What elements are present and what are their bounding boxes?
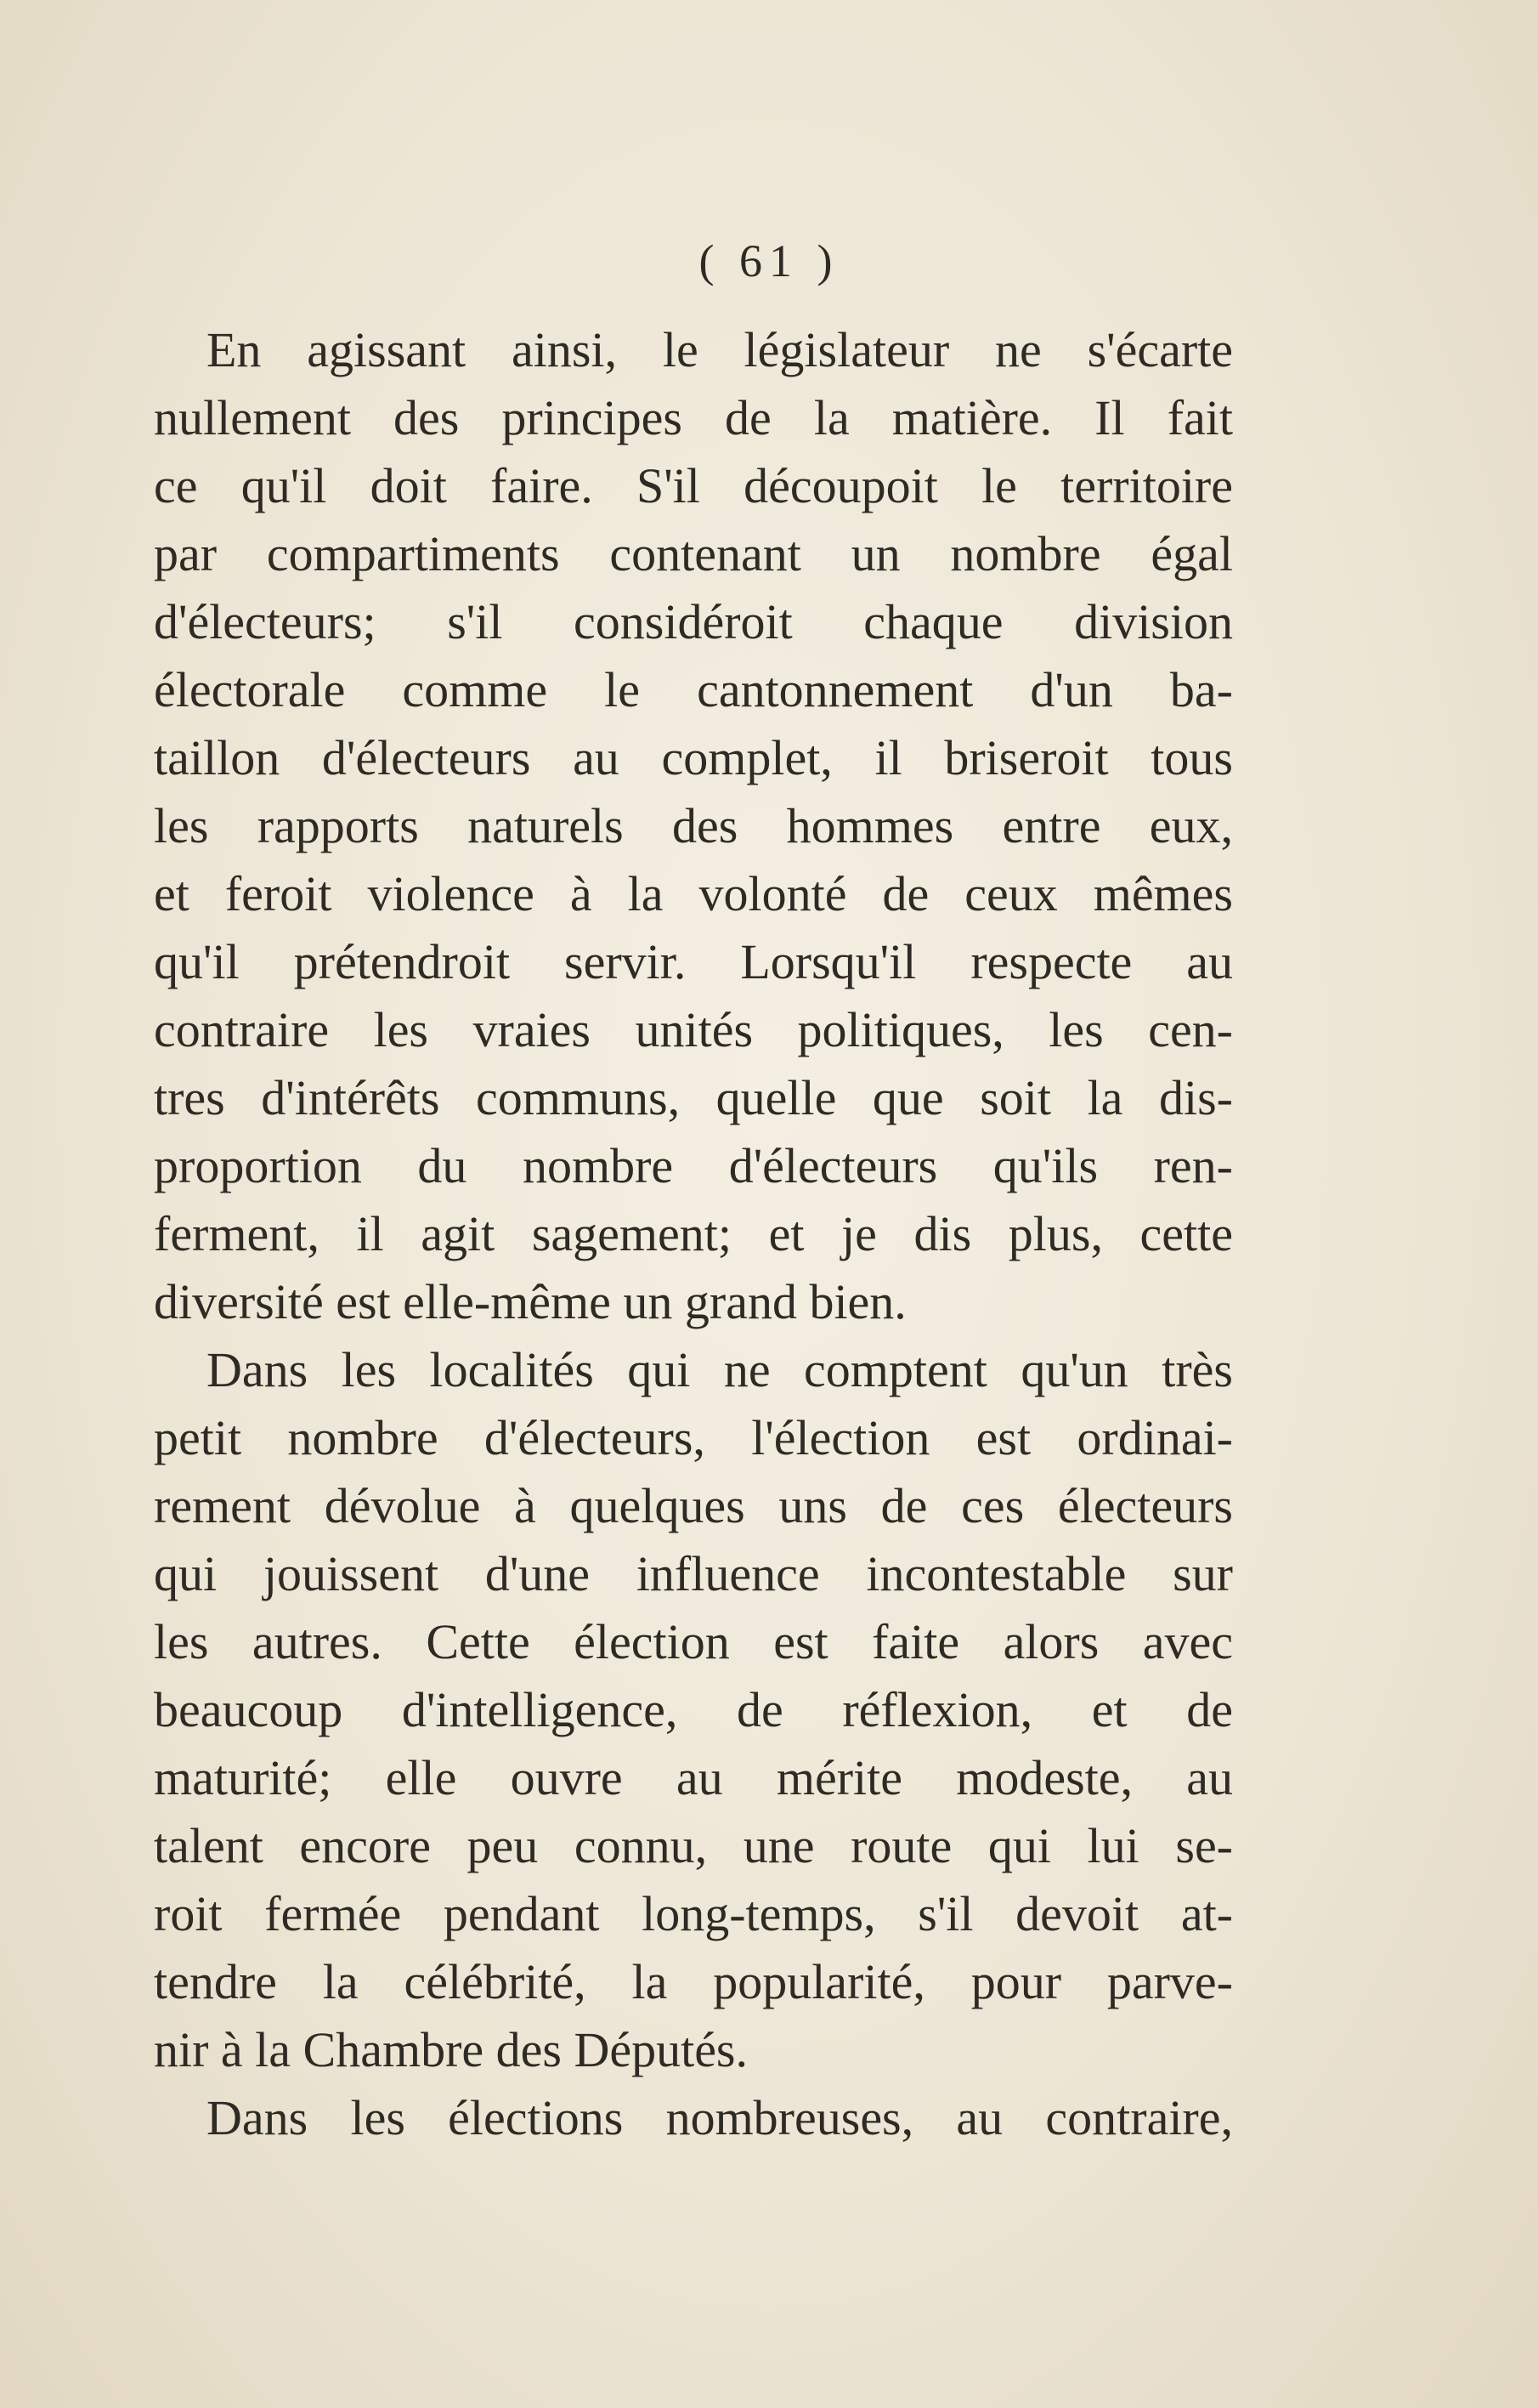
text-line: En agissant ainsi, le législateur ne s'écarte xyxy=(206,322,1233,377)
paragraph-2 xyxy=(154,1336,1233,2084)
text-line: et feroit violence à la volonté de ceux mêmes xyxy=(154,866,1233,921)
page-number: ( 61 ) xyxy=(698,235,840,286)
text-line: ferment, il agit sagement; et je dis plus, cette xyxy=(154,1206,1233,1261)
text-line: contraire les vraies unités politiques, les cen- xyxy=(154,1002,1233,1057)
paragraph-1 xyxy=(154,316,1233,1336)
text-line: les rapports naturels des hommes entre eux, xyxy=(154,798,1233,853)
paragraph-3 xyxy=(154,2084,1233,2152)
text-line: taillon d'électeurs au complet, il briseroit tous xyxy=(154,730,1233,785)
text-line: Dans les élections nombreuses, au contraire, xyxy=(206,2090,1233,2145)
text-line: qui jouissent d'une influence incontestable sur xyxy=(154,1546,1233,1601)
text-line: par compartiments contenant un nombre égal xyxy=(154,526,1233,581)
text-line: ce qu'il doit faire. S'il découpoit le territoire xyxy=(154,458,1233,513)
text-line: qu'il prétendroit servir. Lorsqu'il respecte au xyxy=(154,934,1233,989)
text-line: nir à la Chambre des Députés. xyxy=(154,2022,749,2077)
text-line: nullement des principes de la matière. Il fait xyxy=(154,390,1233,445)
text-line: petit nombre d'électeurs, l'élection est ordinai- xyxy=(154,1410,1233,1465)
text-line: maturité; elle ouvre au mérite modeste, au xyxy=(154,1750,1233,1805)
text-line: talent encore peu connu, une route qui lui se- xyxy=(154,1818,1233,1873)
text-line: Dans les localités qui ne comptent qu'un très xyxy=(206,1342,1233,1397)
text-line: tendre la célébrité, la popularité, pour parve- xyxy=(154,1954,1233,2009)
text-line: d'électeurs; s'il considéroit chaque division xyxy=(154,594,1233,649)
text-line: proportion du nombre d'électeurs qu'ils ren- xyxy=(154,1138,1233,1193)
text-line: roit fermée pendant long-temps, s'il devoit at- xyxy=(154,1886,1233,1941)
text-line: les autres. Cette élection est faite alors avec xyxy=(154,1614,1233,1669)
text-line: beaucoup d'intelligence, de réflexion, et de xyxy=(154,1682,1233,1737)
text-line: tres d'intérêts communs, quelle que soit la dis- xyxy=(154,1070,1233,1125)
body-text xyxy=(154,316,1233,2152)
text-line: diversité est elle-même un grand bien. xyxy=(154,1274,907,1329)
text-line: rement dévolue à quelques uns de ces électeurs xyxy=(154,1478,1233,1533)
text-line: électorale comme le cantonnement d'un ba- xyxy=(154,662,1233,717)
